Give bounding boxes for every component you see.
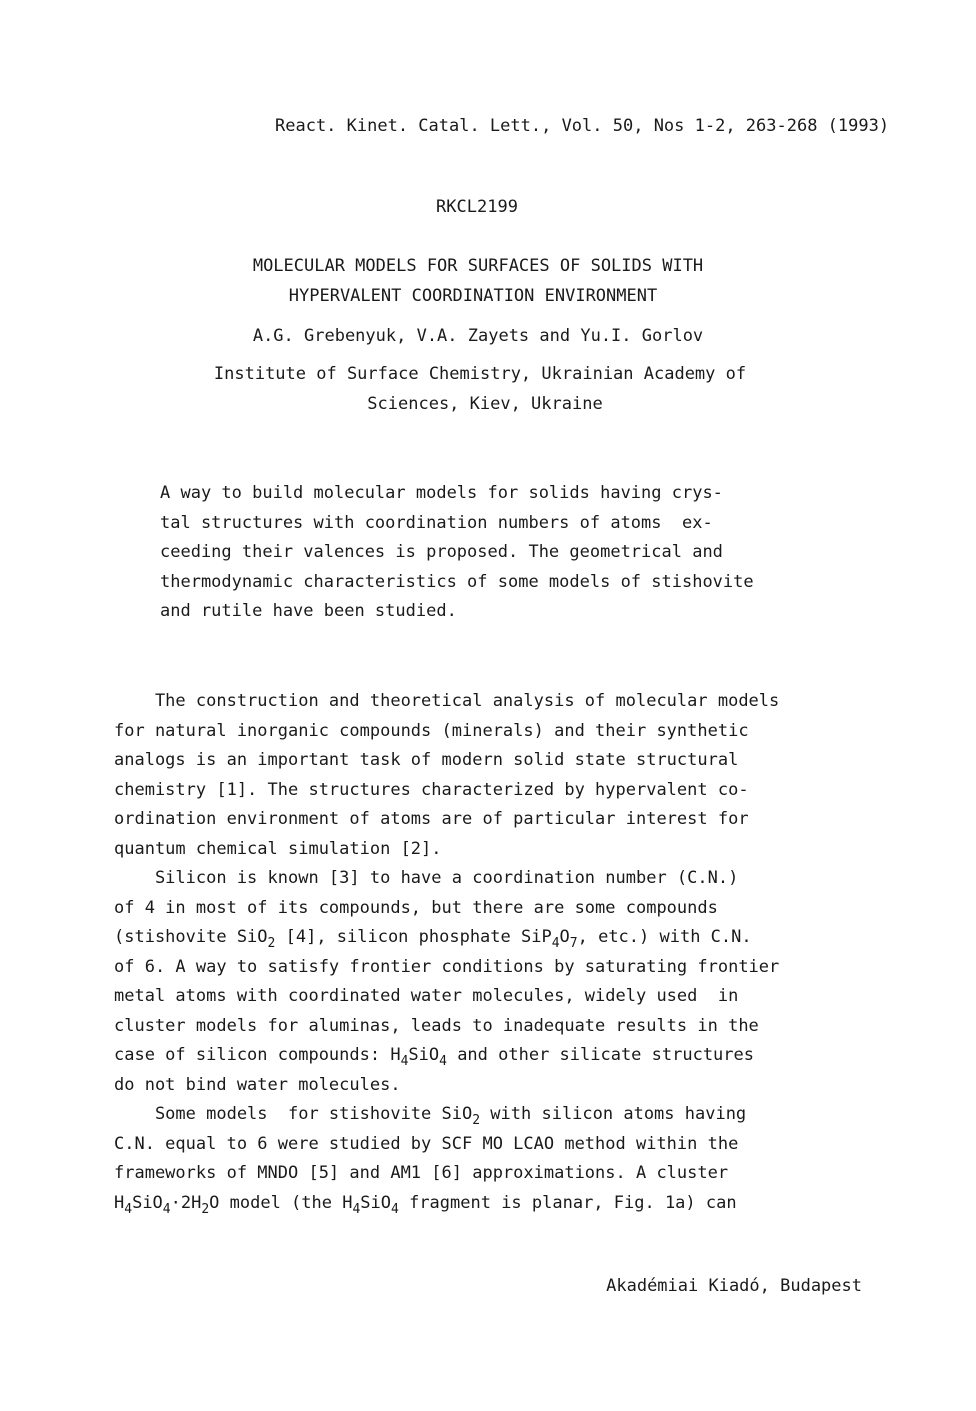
body-line: Some models for stishovite SiO$_2$ with silicon atoms having [114, 1104, 747, 1128]
body-line: cluster models for aluminas, leads to inadequate results in the [114, 1015, 759, 1036]
body-line: quantum chemical simulation [2]. [114, 838, 442, 859]
abstract-line: A way to build molecular models for solids having crys- [160, 483, 723, 503]
body-line: ordination environment of atoms are of particular interest for [114, 809, 749, 829]
affiliation-line-1: Institute of Surface Chemistry, Ukrainian Academy of [213, 364, 747, 384]
body-line: The construction and theoretical analysis of molecular models [114, 691, 780, 711]
body-line: (stishovite SiO$_2$ [4], silicon phosphate $SiP_4O_7$, etc.) with C.N. [114, 927, 752, 951]
body-line: case of silicon compounds: $H_4SiO_4$ and other silicate structures [114, 1045, 754, 1069]
body-line: frameworks of MNDO [5] and AM1 [6] approximations. A cluster [114, 1163, 729, 1183]
body-line: C.N. equal to 6 were studied by SCF MO LCAO method within the [114, 1133, 739, 1154]
body-line: chemistry [1]. The structures characterized by hypervalent co- [114, 779, 749, 800]
body-line: metal atoms with coordinated water molecules, widely used in [114, 986, 739, 1006]
authors: A.G. Grebenyuk, V.A. Zayets and Yu.I. Gorlov [252, 326, 704, 346]
affiliation-line-2: Sciences, Kiev, Ukraine [367, 394, 603, 414]
paper-title-line-1: MOLECULAR MODELS FOR SURFACES OF SOLIDS WITH [252, 256, 704, 276]
abstract-line: and rutile have been studied. [160, 601, 457, 622]
publisher-footer: Akadémiai Kiadó, Budapest [606, 1276, 862, 1296]
body-line: of 4 in most of its compounds, but there are some compounds [114, 897, 718, 918]
body-line: Silicon is known [3] to have a coordination number (C.N.) [114, 868, 739, 888]
abstract-line: thermodynamic characteristics of some models of stishovite [160, 571, 754, 592]
body-line: $H_4SiO_4\cdot 2H_2O$ model (the $H_4SiO_4$ fragment is planar, Fig. 1a) can [114, 1192, 737, 1217]
paper-title-line-2: HYPERVALENT COORDINATION ENVIRONMENT [288, 286, 658, 306]
abstract [160, 484, 754, 632]
body-line: for natural inorganic compounds (minerals) and their synthetic [114, 720, 749, 741]
journal-reference: React. Kinet. Catal. Lett., Vol. 50, Nos 1-2, 263-268 (1993) [275, 116, 890, 136]
body-text [114, 692, 779, 1223]
abstract-line: tal structures with coordination numbers of atoms ex- [160, 512, 713, 533]
body-line: do not bind water molecules. [114, 1074, 401, 1095]
article-code: RKCL2199 [436, 197, 518, 217]
abstract-line: ceeding their valences is proposed. The geometrical and [160, 542, 723, 563]
body-line: analogs is an important task of modern solid state structural [114, 750, 739, 770]
body-line: of 6. A way to satisfy frontier conditions by saturating frontier [114, 956, 780, 977]
